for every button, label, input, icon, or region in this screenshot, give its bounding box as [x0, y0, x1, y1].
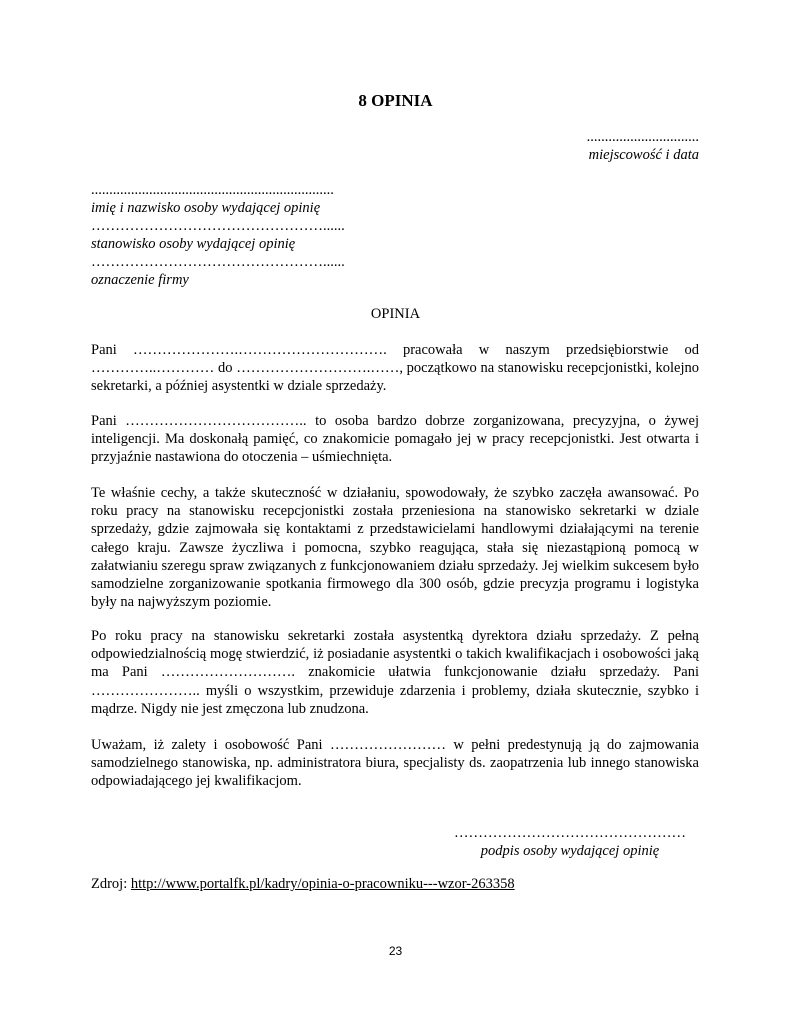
document-title: 8 OPINIA	[358, 91, 433, 110]
signature-dots: …………………………………………	[454, 825, 686, 841]
place-date-dots: ...............................	[586, 129, 699, 145]
source-line	[91, 876, 515, 893]
issuer-position-label: stanowisko osoby wydającej opinię	[91, 236, 296, 252]
place-date-block	[587, 128, 699, 164]
source-link[interactable]: http://www.portalfk.pl/kadry/opinia-o-pracowniku---wzor-263358	[130, 876, 515, 892]
opinion-heading: OPINIA	[370, 306, 421, 322]
company-label: oznaczenie firmy	[91, 272, 189, 288]
source-prefix: Zdroj:	[91, 876, 131, 892]
signature-block	[440, 824, 700, 860]
paragraph-2: Pani ……………………………….. to osoba bardzo dobrze zorganizowana, precyzyjna, o żywej inteligencji. Ma doskonałą pamięć, co znakomicie pomagało jej w pracy recepcjonistki. Jest otwarta i przyjaźnie nastawiona do otoczenia – uśmiechnięta.	[91, 413, 699, 466]
issuer-position-dots: …………………………………………......	[91, 218, 345, 234]
issuer-block	[91, 181, 356, 289]
page-number: 23	[388, 944, 403, 958]
paragraph-5: Uważam, iż zalety i osobowość Pani …………………… w pełni predestynują ją do zajmowania samodzielnego stanowiska, np. administratora biura, specjalisty ds. zaopatrzenia lub innego stanowiska odpowiadającego jej kwalifikacjom.	[91, 737, 699, 790]
issuer-name-label: imię i nazwisko osoby wydającej opinię	[91, 200, 321, 216]
issuer-name-dots: ...................................................................	[91, 182, 334, 198]
signature-label: podpis osoby wydającej opinię	[480, 843, 660, 859]
paragraph-4: Po roku pracy na stanowisku sekretarki została asystentką dyrektora działu sprzedaży. Z pełną odpowiedzialnością mogę stwierdzić, iż posiadanie asystentki o takich kwalifikacjach i osobowości jaką ma Pani ………………………. znakomicie ułatwia funkcjonowanie działu sprzedaży. Pani ………………….. myśli o wszystkim, przewiduje zdarzenia i problemy, działa skutecznie, szybko i mądrze. Nigdy nie jest zmęczona lub znudzona.	[91, 628, 699, 717]
place-date-label: miejscowość i data	[588, 147, 699, 163]
paragraph-3: Te właśnie cechy, a także skuteczność w działaniu, spowodowały, że szybko zaczęła awansować. Po roku pracy na stanowisku recepcjonistki została przeniesiona na stanowisko sekretarki w dziale sprzedaży, gdzie zajmowała się kontaktami z przedstawicielami handlowymi działającymi na terenie całego kraju. Zawsze życzliwa i pomocna, szybko reagująca, stała się niezastąpioną pomocą w załatwianiu szeregu spraw związanych z funkcjonowaniem działu sprzedaży. Jej wielkim sukcesem było samodzielne zorganizowanie spotkania firmowego dla 300 osób, gdzie precyzja programu i logistyka były na najwyższym poziomie.	[91, 485, 699, 611]
paragraph-1: Pani ………………….…………………………. pracowała w naszym przedsiębiorstwie od …………..………… do ……………………….……, początkowo na stanowisku recepcjonistki, kolejno sekretarki, a później asystentki w dziale sprzedaży.	[91, 342, 699, 395]
company-dots: …………………………………………......	[91, 254, 345, 270]
